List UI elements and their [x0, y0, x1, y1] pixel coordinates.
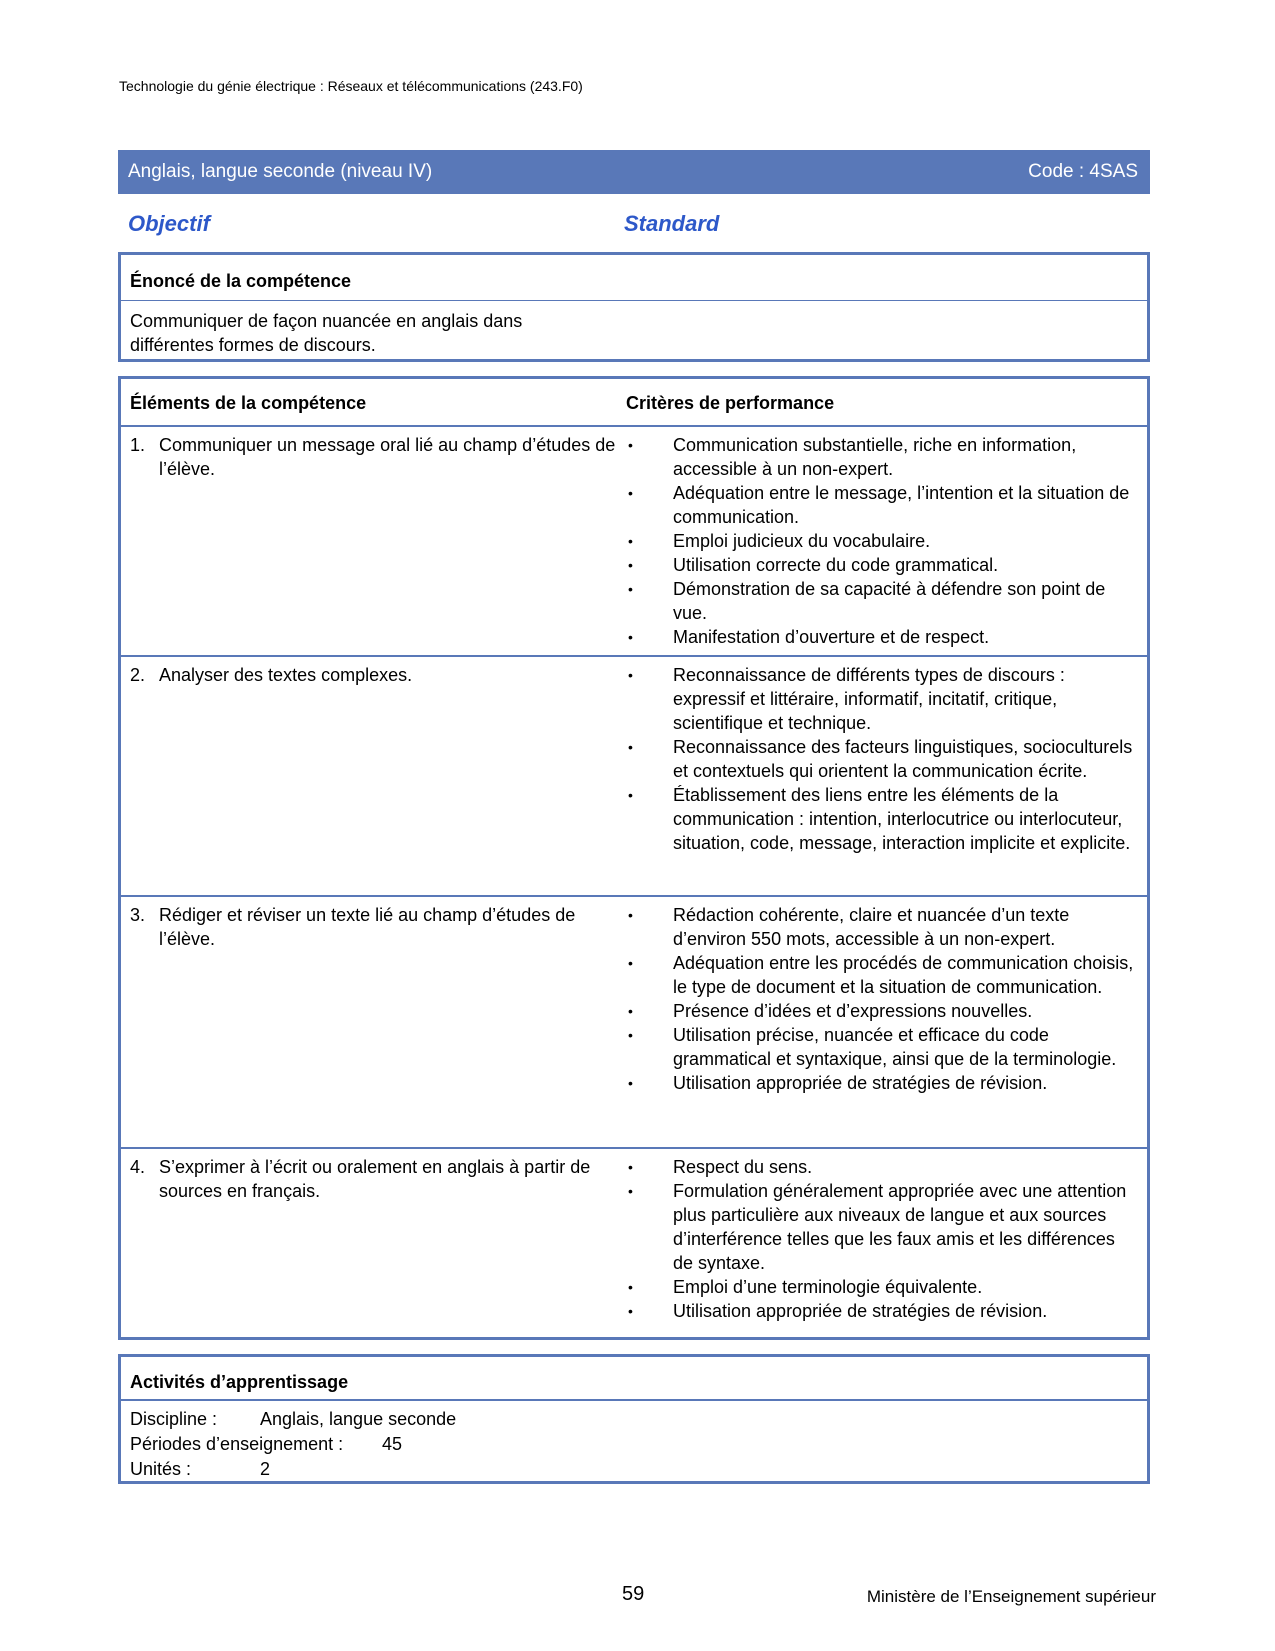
col-elements-heading: Éléments de la compétence	[130, 393, 367, 413]
criteria-item	[626, 1275, 1137, 1299]
criteria-text: Reconnaissance de différents types de discours : expressif et littéraire, informatif, incitatif, critique, scientifique et technique.	[673, 665, 1065, 733]
unites-value: 2	[260, 1459, 271, 1479]
course-code: Code : 4SAS	[1028, 161, 1138, 182]
periodes-line	[130, 1432, 1147, 1457]
element-cell	[121, 897, 626, 1147]
competence-table	[118, 376, 1150, 1340]
objectif-label: Objectif	[128, 211, 210, 236]
criteria-item	[626, 577, 1137, 625]
table-row	[121, 1149, 1147, 1337]
table-row	[121, 897, 1147, 1149]
element-item	[130, 1149, 626, 1203]
criteria-list	[626, 657, 1137, 855]
criteria-text: Adéquation entre le message, l’intention et la situation de communication.	[673, 483, 1130, 527]
criteria-text: Rédaction cohérente, claire et nuancée d’un texte d’environ 550 mots, accessible à un non-expert.	[673, 905, 1070, 949]
criteria-cell	[626, 897, 1147, 1147]
page-header: Technologie du génie électrique : Réseaux et télécommunications (243.F0)	[119, 78, 583, 94]
course-title: Anglais, langue seconde (niveau IV)	[128, 161, 433, 182]
discipline-line	[130, 1407, 1147, 1432]
criteria-item	[626, 1179, 1137, 1275]
criteria-list	[626, 427, 1137, 649]
page-number: 59	[622, 1583, 645, 1605]
table-row	[121, 427, 1147, 657]
bullet-icon: •	[628, 629, 633, 645]
bullet-icon: •	[628, 1075, 633, 1091]
criteria-text: Utilisation appropriée de stratégies de révision.	[673, 1073, 1048, 1093]
criteria-text: Respect du sens.	[673, 1157, 813, 1177]
bullet-icon: •	[628, 667, 633, 683]
element-cell	[121, 1149, 626, 1337]
criteria-list	[626, 897, 1137, 1095]
bullet-icon: •	[628, 437, 633, 453]
col-criteria-heading: Critères de performance	[626, 393, 835, 413]
activities-box	[118, 1354, 1150, 1484]
ministry-name: Ministère de l’Enseignement supérieur	[866, 1587, 1156, 1606]
criteria-text: Formulation généralement appropriée avec une attention plus particulière aux niveaux de langue et aux sources d’interférence telles que les faux amis et les différences de syntaxe.	[673, 1181, 1127, 1273]
periodes-label: Périodes d’enseignement :	[130, 1434, 344, 1454]
criteria-cell	[626, 1149, 1147, 1337]
criteria-item	[626, 999, 1137, 1023]
criteria-text: Emploi judicieux du vocabulaire.	[673, 531, 931, 551]
criteria-item	[626, 1155, 1137, 1179]
element-number: 2.	[130, 665, 146, 685]
criteria-text: Emploi d’une terminologie équivalente.	[673, 1277, 983, 1297]
unites-label: Unités :	[130, 1459, 192, 1479]
criteria-text: Reconnaissance des facteurs linguistiques, socioculturels et contextuels qui orientent la communication écrite.	[673, 737, 1133, 781]
criteria-text: Communication substantielle, riche en information, accessible à un non-expert.	[673, 435, 1077, 479]
criteria-item	[626, 783, 1137, 855]
bullet-icon: •	[628, 1303, 633, 1319]
enonce-box	[118, 252, 1150, 362]
activities-body	[121, 1401, 1147, 1482]
criteria-item	[626, 553, 1137, 577]
criteria-item	[626, 433, 1137, 481]
criteria-item	[626, 735, 1137, 783]
bullet-icon: •	[628, 581, 633, 597]
element-cell	[121, 657, 626, 895]
criteria-text: Manifestation d’ouverture et de respect.	[673, 627, 990, 647]
criteria-text: Établissement des liens entre les éléments de la communication : intention, interlocutrice ou interlocuteur, situation, code, message, interaction implicite et explicite.	[673, 785, 1131, 853]
criteria-text: Utilisation précise, nuancée et efficace du code grammatical et syntaxique, ainsi que de la terminologie.	[673, 1025, 1117, 1069]
periodes-value: 45	[382, 1434, 403, 1454]
bullet-icon: •	[628, 485, 633, 501]
criteria-item	[626, 903, 1137, 951]
element-cell	[121, 427, 626, 655]
bullet-icon: •	[628, 955, 633, 971]
bullet-icon: •	[628, 1003, 633, 1019]
table-header-row	[121, 379, 1147, 427]
criteria-item	[626, 1299, 1137, 1323]
unites-line	[130, 1457, 1147, 1482]
element-item	[130, 657, 626, 687]
bullet-icon: •	[628, 533, 633, 549]
criteria-item	[626, 529, 1137, 553]
bullet-icon: •	[628, 1279, 633, 1295]
criteria-text: Démonstration de sa capacité à défendre son point de vue.	[673, 579, 1106, 623]
criteria-cell	[626, 657, 1147, 895]
criteria-item	[626, 1023, 1137, 1071]
criteria-item	[626, 663, 1137, 735]
element-item	[130, 897, 626, 951]
discipline-value: Anglais, langue seconde	[260, 1409, 457, 1429]
course-title-bar	[118, 150, 1150, 194]
criteria-cell	[626, 427, 1147, 655]
enonce-text: Communiquer de façon nuancée en anglais dans différentes formes de discours.	[130, 311, 523, 355]
element-text: S’exprimer à l’écrit ou oralement en anglais à partir de sources en français.	[159, 1157, 591, 1201]
bullet-icon: •	[628, 1027, 633, 1043]
criteria-item	[626, 481, 1137, 529]
element-text: Communiquer un message oral lié au champ d’études de l’élève.	[159, 435, 616, 479]
criteria-item	[626, 625, 1137, 649]
enonce-heading: Énoncé de la compétence	[121, 255, 1147, 301]
element-number: 1.	[130, 435, 146, 455]
bullet-icon: •	[628, 1159, 633, 1175]
element-text: Rédiger et réviser un texte lié au champ d’études de l’élève.	[159, 905, 576, 949]
criteria-text: Présence d’idées et d’expressions nouvelles.	[673, 1001, 1033, 1021]
table-row	[121, 657, 1147, 897]
bullet-icon: •	[628, 557, 633, 573]
bullet-icon: •	[628, 787, 633, 803]
criteria-item	[626, 1071, 1137, 1095]
element-item	[130, 427, 626, 481]
criteria-list	[626, 1149, 1137, 1323]
criteria-text: Adéquation entre les procédés de communication choisis, le type de document et la situation de communication.	[673, 953, 1134, 997]
element-number: 4.	[130, 1157, 146, 1177]
element-number: 3.	[130, 905, 146, 925]
criteria-text: Utilisation correcte du code grammatical.	[673, 555, 999, 575]
criteria-text: Utilisation appropriée de stratégies de révision.	[673, 1301, 1048, 1321]
standard-label: Standard	[624, 211, 720, 236]
element-text: Analyser des textes complexes.	[159, 665, 413, 685]
criteria-item	[626, 951, 1137, 999]
activities-heading: Activités d’apprentissage	[121, 1357, 1147, 1401]
bullet-icon: •	[628, 1183, 633, 1199]
bullet-icon: •	[628, 907, 633, 923]
discipline-label: Discipline :	[130, 1409, 218, 1429]
bullet-icon: •	[628, 739, 633, 755]
